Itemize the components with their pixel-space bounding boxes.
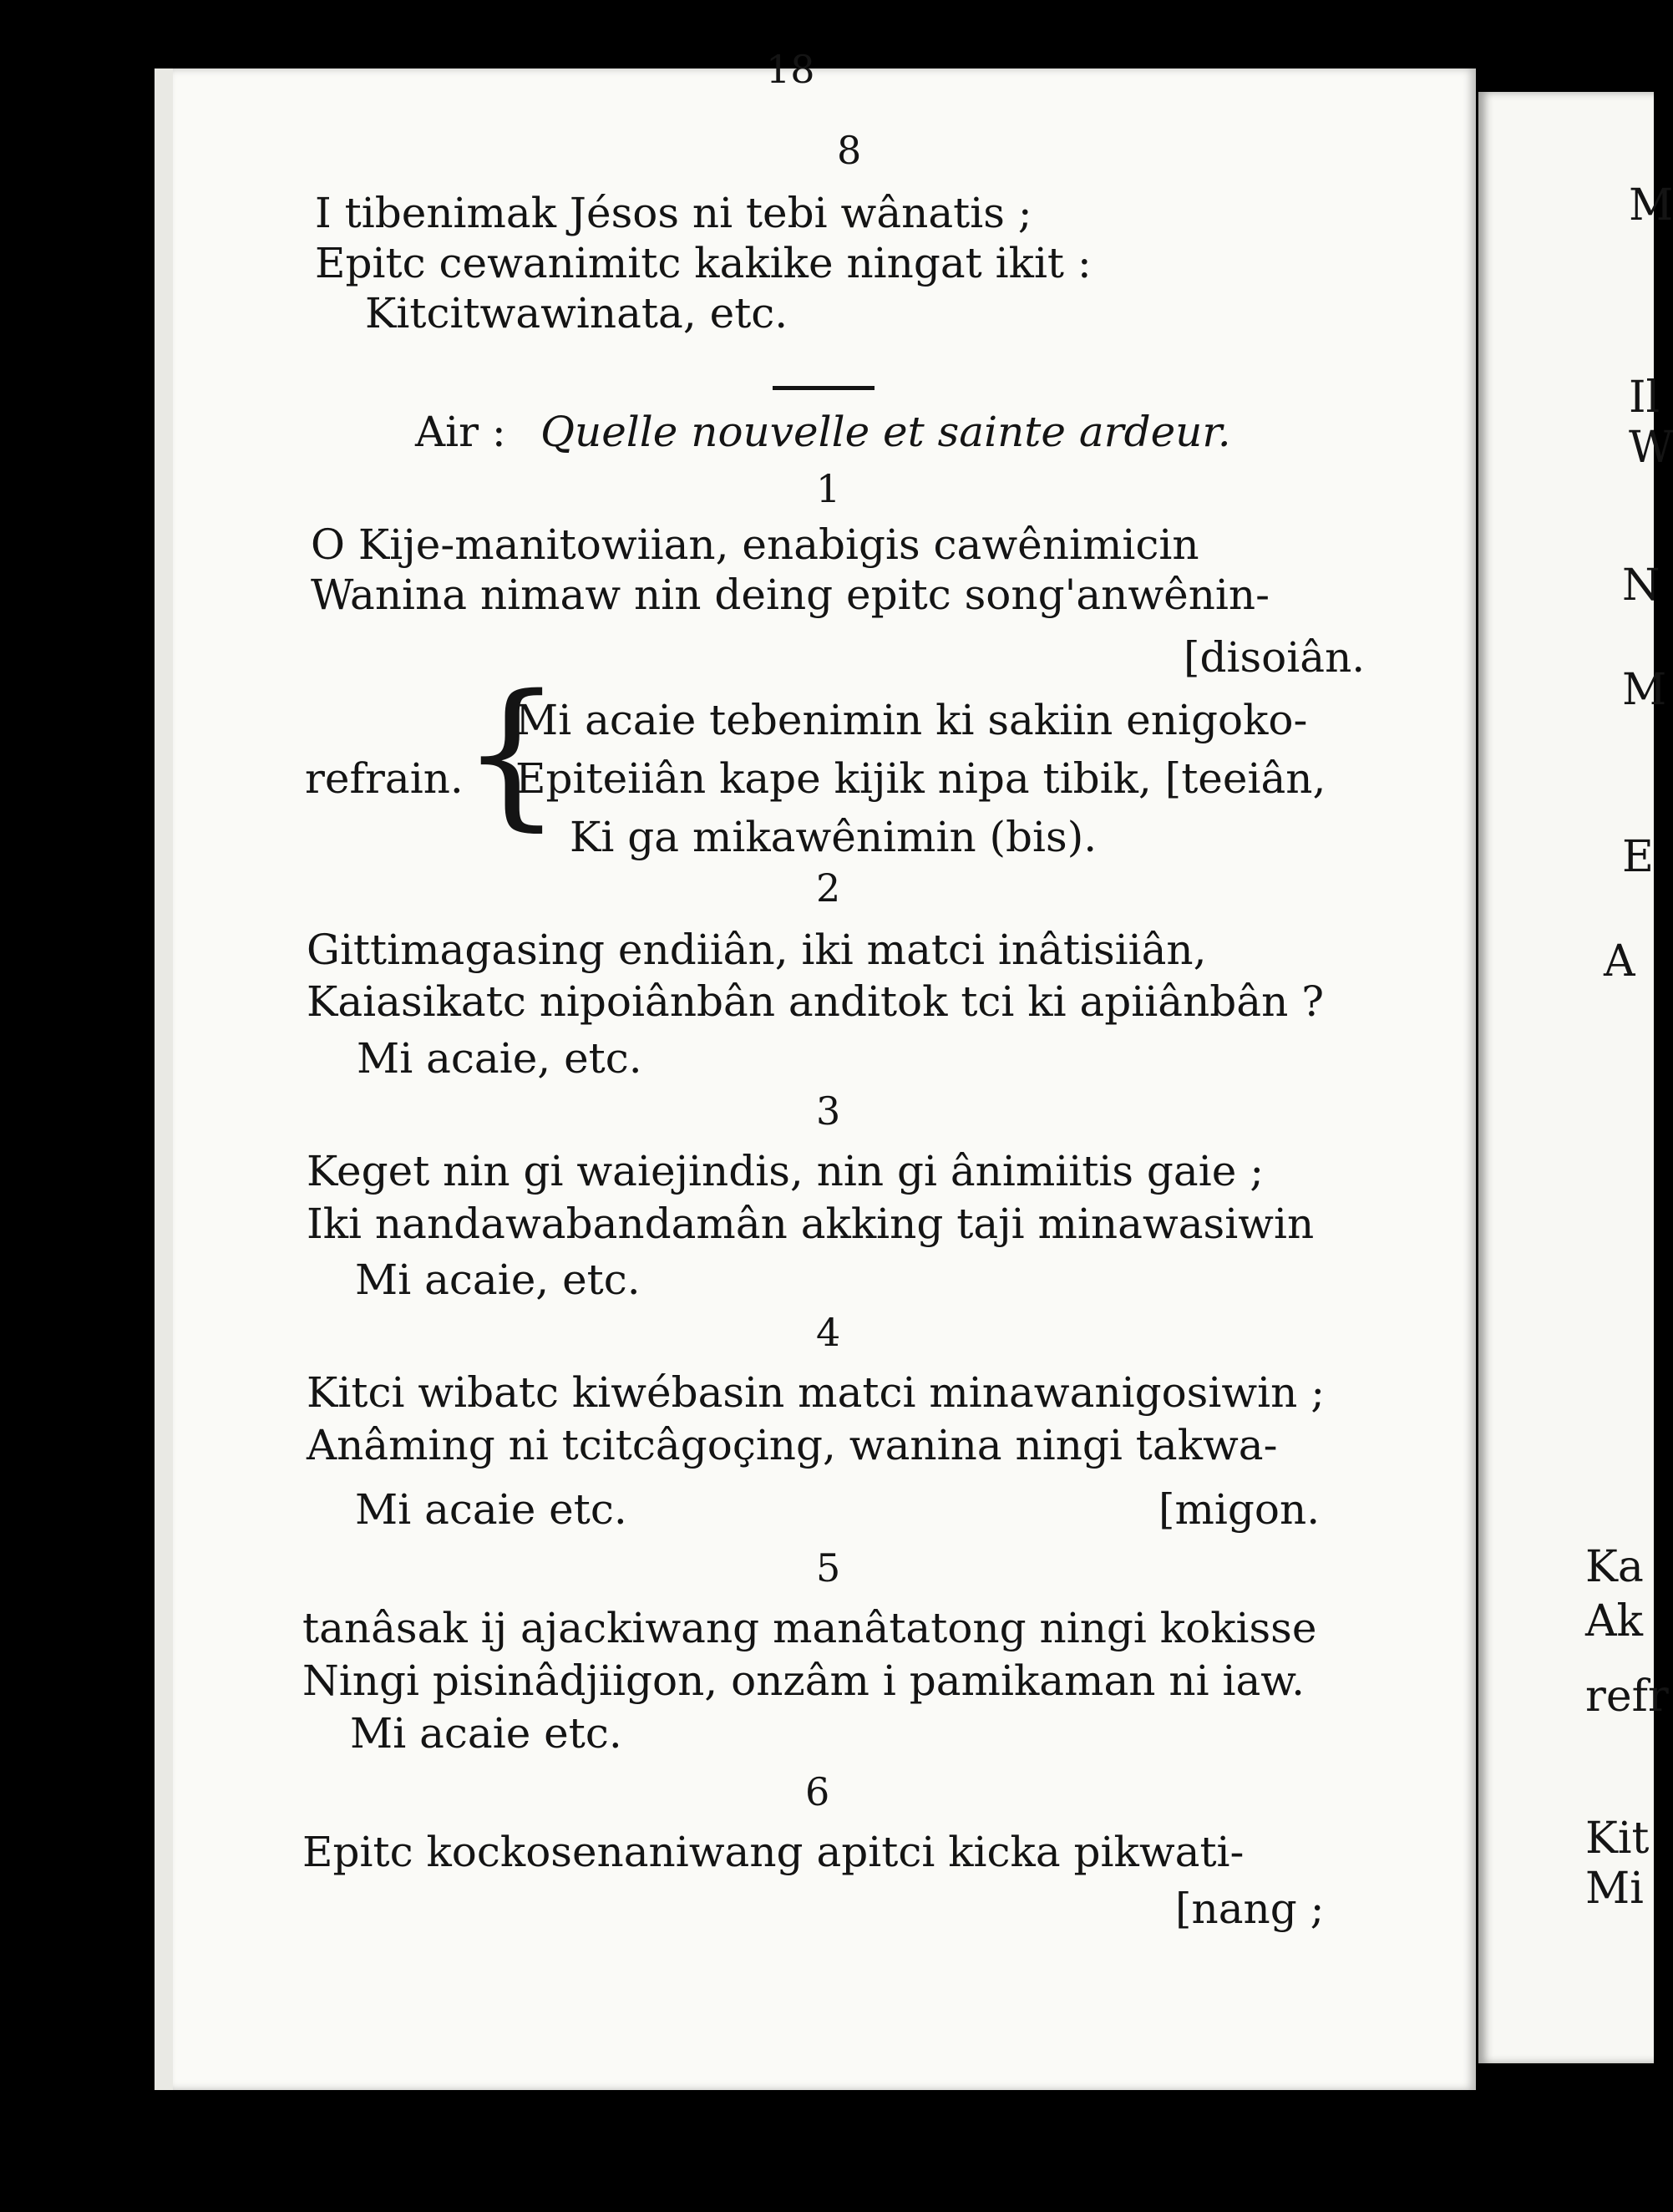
refrain-label: refrain. [305,754,464,803]
folio-number: 18 [766,47,815,92]
refrain-line: Ki ga mikawênimin (bis). [570,813,1098,861]
verse-line: tanâsak ij ajackiwang manâtatong ningi kokisse [302,1604,1317,1652]
facing-fragment: E [1622,832,1654,882]
verse-line: Iki nandawabandamân akking taji minawasiwin [307,1200,1315,1248]
verse-line: O Kije-manitowiian, enabigis cawênimicin [311,520,1199,569]
facing-fragment: M [1622,665,1667,715]
stanza-number: 1 [816,466,841,511]
verse-line: [migon. [1158,1485,1321,1534]
verse-line: [disoiân. [1184,633,1366,682]
stanza-number: 6 [805,1769,830,1814]
stanza-number: 4 [816,1310,841,1355]
stanza-number: 3 [816,1088,841,1134]
verse-line: Mi acaie etc. [355,1485,627,1534]
verse-line: Wanina nimaw nin deing epitc song'anwênin- [311,571,1270,619]
verse-line: Kitci wibatc kiwébasin matci minawanigosiwin ; [307,1368,1326,1417]
refrain-line: Mi acaie tebenimin ki sakiin enigoko- [515,696,1308,744]
book-page [155,47,1476,2090]
air-label: Air : [415,408,506,456]
stanza-number: 8 [837,128,862,173]
verse-line: Epitc kockosenaniwang apitci kicka pikwati- [302,1828,1245,1876]
facing-fragment: A [1604,936,1635,987]
refrain-line: Epiteiiân kape kijik nipa tibik, [teeiân, [515,754,1326,803]
facing-fragment: Kit [1585,1814,1650,1864]
facing-fragment: W [1629,423,1673,473]
facing-fragment: Il [1629,373,1660,423]
verse-line: Kaiasikatc nipoiânbân anditok tci ki apiiânbân ? [307,977,1325,1026]
verse-line: Mi acaie, etc. [355,1256,641,1304]
verse-line: [nang ; [1175,1885,1325,1933]
verse-line: Mi acaie, etc. [357,1034,642,1083]
facing-fragment: Mi [1585,1864,1644,1914]
verse-line: I tibenimak Jésos ni tebi wânatis ; [315,189,1032,237]
facing-fragment: N [1622,561,1660,611]
stanza-number: 2 [816,865,841,911]
verse-line: Epitc cewanimitc kakike ningat ikit : [315,239,1092,287]
facing-fragment: Ka [1585,1542,1644,1592]
section-divider [773,386,875,390]
facing-fragment: M [1629,180,1673,231]
facing-page [1478,92,1673,2063]
refrain-brace: { [461,661,562,845]
facing-fragment: Ak [1585,1596,1644,1646]
verse-line: Gittimagasing endiiân, iki matci inâtisiiân, [307,926,1207,974]
verse-line: Ningi pisinâdjiigon, onzâm i pamikaman ni iaw. [302,1656,1305,1705]
verse-line: Keget nin gi waiejindis, nin gi ânimiitis gaie ; [307,1147,1265,1195]
facing-fragment: refr [1585,1672,1669,1722]
verse-line: Anâming ni tcitcâgoçing, wanina ningi takwa- [307,1421,1278,1469]
verse-line: Mi acaie etc. [350,1709,622,1758]
stanza-number: 5 [816,1545,841,1591]
verse-line: Kitcitwawinata, etc. [365,289,788,337]
air-title: Quelle nouvelle et sainte ardeur. [540,408,1231,456]
